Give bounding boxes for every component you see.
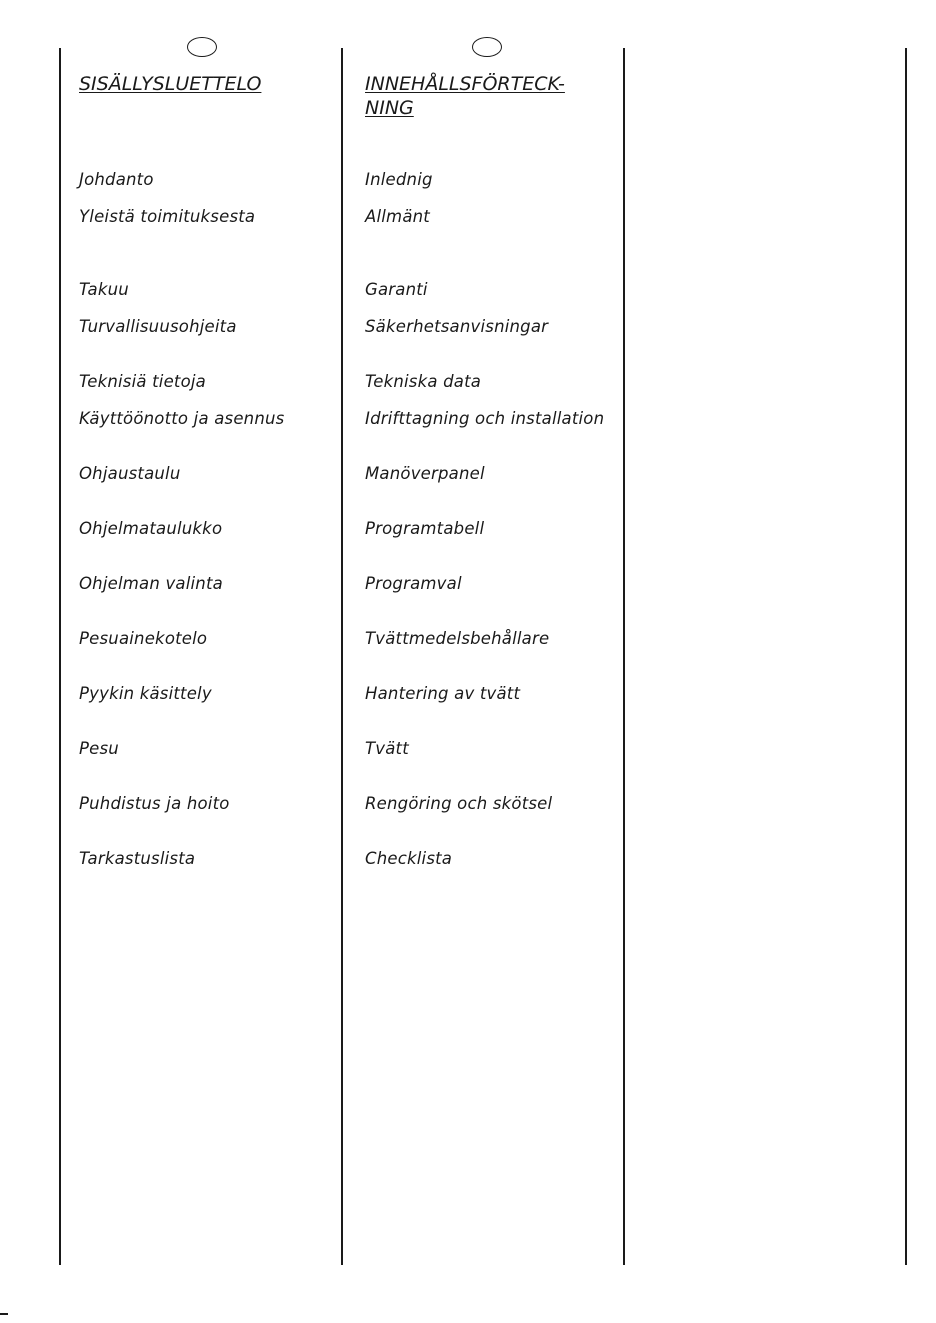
toc-entry: Programtabell (365, 519, 485, 538)
toc-entry: Teknisiä tietoja (79, 372, 206, 391)
column-divider (905, 48, 907, 1265)
toc-entry: Manöverpanel (365, 464, 485, 483)
toc-column-finnish (79, 0, 339, 1323)
toc-entry: Turvallisuusohjeita (79, 317, 237, 336)
crop-mark (0, 1313, 8, 1315)
toc-entry: Rengöring och skötsel (365, 794, 553, 813)
toc-heading: INNEHÅLLSFÖRTECK-NING (365, 73, 565, 119)
toc-entry: Tvättmedelsbehållare (365, 629, 550, 648)
toc-entry: Puhdistus ja hoito (79, 794, 230, 813)
toc-entry: Idrifttagning och installation (365, 409, 605, 428)
toc-entry: Inlednig (365, 170, 433, 189)
toc-heading: SISÄLLYSLUETTELO (79, 73, 262, 95)
toc-entry: Säkerhetsanvisningar (365, 317, 549, 336)
toc-column-swedish (365, 0, 625, 1323)
toc-entry: Takuu (79, 280, 129, 299)
toc-entry: Tekniska data (365, 372, 482, 391)
toc-entry: Allmänt (365, 207, 430, 226)
toc-entry: Ohjelman valinta (79, 574, 223, 593)
toc-entry: Hantering av tvätt (365, 684, 521, 703)
toc-entry: Garanti (365, 280, 428, 299)
toc-entry: Ohjaustaulu (79, 464, 181, 483)
toc-entry: Pyykin käsittely (79, 684, 212, 703)
toc-entry: Tvätt (365, 739, 409, 758)
toc-entry: Checklista (365, 849, 453, 868)
toc-entry: Tarkastuslista (79, 849, 196, 868)
toc-entry: Programval (365, 574, 462, 593)
toc-entry: Pesuainekotelo (79, 629, 208, 648)
language-badge-icon (472, 37, 502, 57)
column-divider (59, 48, 61, 1265)
column-divider (341, 48, 343, 1265)
toc-entry: Pesu (79, 739, 119, 758)
toc-entry: Johdanto (79, 170, 154, 189)
toc-entry: Ohjelmataulukko (79, 519, 223, 538)
toc-entry: Yleistä toimituksesta (79, 207, 256, 226)
toc-entry: Käyttöönotto ja asennus (79, 409, 285, 428)
language-badge-icon (187, 37, 217, 57)
